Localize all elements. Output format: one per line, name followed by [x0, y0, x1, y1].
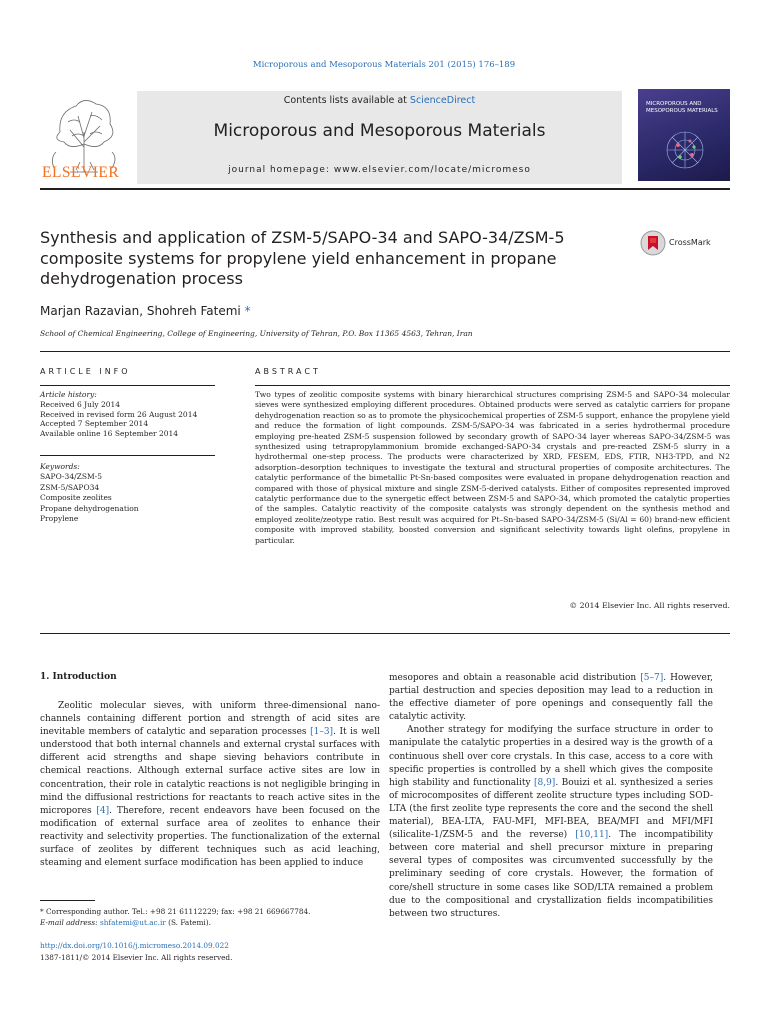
paragraph: [389, 672, 713, 724]
footnote: [40, 906, 380, 928]
paragraph: [389, 724, 713, 920]
keywords-rule: [40, 455, 215, 456]
header-rule: [40, 188, 730, 190]
email-link[interactable]: shfatemi@ut.ac.ir: [99, 918, 166, 927]
paragraph-text: . Bouizi et al. synthesized a series of microcomposites of different zeolite structure types including SOD-LTA (the first zeolite type represents the core and the second the shell material), BEA-LTA, FAU-MFI, MFI-BEA, BEA/MFI and MFI/MFI (silicalite-1/ZSM-5 and the reverse): [389, 777, 714, 841]
paragraph-text: mesopores and obtain a reasonable acid distribution: [389, 673, 641, 683]
author-names: Marjan Razavian, Shohreh Fatemi: [40, 304, 241, 318]
paragraph-text: Another strategy for modifying the surface structure in order to manipulate the catalytic properties in a desired way is the growth of a continuous shell over core crystals. In this case, access to a core with specific properties is controlled by a shell which gives the composite high stability and functionality: [389, 725, 713, 788]
homepage-link[interactable]: www.elsevier.com/locate/micromeso: [333, 165, 531, 175]
paragraph: [40, 700, 380, 870]
section-rule-top: [40, 351, 730, 352]
issn-copyright: 1387-1811/© 2014 Elsevier Inc. All rights reserved.: [40, 953, 233, 962]
keyword: SAPO-34/ZSM-5: [40, 472, 102, 482]
email-note: [40, 917, 380, 928]
article-info-heading: ARTICLE INFO: [40, 367, 131, 376]
journal-reference[interactable]: Microporous and Mesoporous Materials 201 (2015) 176–189: [252, 60, 516, 70]
email-suffix: (S. Fatemi).: [165, 918, 211, 927]
abstract-text: Two types of zeolitic composite systems with binary hierarchical structures comprising ZSM-5 and SAPO-34 molecular sieves were synthesized employing different procedures. Obtained products were served as catalytic carriers for propane dehydrogenation reaction so as to promote the physicochemical properties of ZSM-5 support, enhance the propylene yield and reduce the formation of light compounds. ZSM-5/SAPO-34 was fabricated in a series hydrothermal procedure employing pre-heated ZSM-5 suspension followed by secondary growth of SAPO-34 layer whereas SAPO-34/ZSM-5 was synthesized using tetrapropylammonium bromide exchanged-SAPO-34 crystals and pre-reacted ZSM-5 slurry in a hydrothermal one-step process. The products were characterized by XRD, FESEM, EDS, FTIR, NH3-TPD, and N2 adsorption–desorption techniques to investigate the textural and structural properties of composite architectures. The catalytic performance of the bimetallic Pt-Sn-based composites were evaluated in propane dehydrogenation reaction and compared with those of physical mixture and single ZSM-5-derived catalysts. Either of composites represented improved catalytic performance due to the synergetic effect between ZSM-5 and SAPO-34, which promoted the catalytic properties of the samples. Catalytic reactivity of the composite catalysts was strongly dependent on the synthesis method and employed zeolite/zeotype ratio. Best result was acquired for Pt–Sn-based SAPO-34/ZSM-5 (Si/Al = 60) brand-new efficient composite with improved stability, boosted conversion and significant selectivity towards light olefins, propylene in particular.: [255, 390, 730, 545]
crossmark-button[interactable]: [640, 230, 720, 260]
paragraph-text: Zeolitic molecular sieves, with uniform three-dimensional nano-channels containing different portion and strength of acid sites are inevitable members of catalytic and separation processes: [40, 701, 380, 738]
sciencedirect-link[interactable]: ScienceDirect: [409, 95, 476, 106]
crossmark-icon: [640, 230, 666, 256]
keyword: Propylene: [40, 514, 79, 524]
keyword: Composite zeolites: [40, 493, 112, 503]
citation-link[interactable]: [5–7]: [640, 673, 664, 683]
citation-link[interactable]: [8,9]: [533, 777, 556, 788]
abstract-rule: [255, 385, 730, 386]
history-label: Article history:: [40, 390, 97, 399]
body-left-column: [40, 700, 380, 870]
journal-banner: [137, 91, 622, 184]
history-item: Received 6 July 2014: [40, 399, 121, 409]
cover-title: MICROPOROUS AND MESOPOROUS MATERIALS: [646, 101, 718, 114]
abstract-heading: ABSTRACT: [255, 367, 321, 376]
author-list: [40, 304, 251, 318]
section-heading-introduction: 1. Introduction: [40, 672, 117, 682]
abstract-copyright: © 2014 Elsevier Inc. All rights reserved.: [569, 601, 730, 610]
title-line: dehydrogenation process: [40, 269, 243, 288]
article-info-rule: [40, 385, 215, 386]
keywords-label: Keywords:: [40, 462, 80, 471]
history-item: Received in revised form 26 August 2014: [40, 409, 198, 419]
keyword: Propane dehydrogenation: [40, 503, 139, 513]
contents-line: [137, 95, 622, 106]
keyword: ZSM-5/SAPO34: [40, 482, 100, 492]
footnote-rule: [40, 900, 95, 901]
crossmark-label: CrossMark: [669, 238, 711, 247]
journal-cover-thumbnail[interactable]: [638, 89, 730, 181]
paragraph-text: . Therefore, recent endeavors have been focused on the modification of external surface area of zeolites to enhance their reactivity and selectivity properties. The functionalization of the external surface of zeolites by different techniques such as acid leaching, steaming and element surface modification has been applied to induce: [40, 805, 380, 869]
paragraph-text: . It is well understood that both internal channels and external crystal surfaces with different acid strengths and shape sieving behaviors contribute in chemical reactions. Although external surface active sites are low in concentration, their role in catalytic reactions is not negligible bringing in mind the diffusional restrictions for reactants to reach active sites in the micropores: [40, 727, 380, 816]
article-title: [40, 228, 600, 290]
citation-link[interactable]: [1–3]: [310, 727, 334, 738]
history-item: Available online 16 September 2014: [40, 429, 179, 439]
body-right-column: [389, 672, 713, 921]
contents-prefix: Contents lists available at: [283, 95, 410, 106]
elsevier-wordmark: ELSEVIER: [42, 164, 120, 181]
email-label: E-mail address:: [40, 918, 100, 927]
paragraph-text: . However, partial destruction and species deposition may lead to a reduction in the effective diameter of pore openings and consequently fall the catalytic activity.: [389, 673, 713, 723]
history-item: Accepted 7 September 2014: [40, 419, 149, 429]
citation-link[interactable]: [10,11]: [575, 830, 609, 841]
citation-link[interactable]: [4]: [96, 805, 110, 816]
keywords: [40, 462, 220, 524]
article-history: [40, 390, 220, 439]
homepage-prefix: journal homepage:: [228, 165, 334, 175]
corresponding-author-note: * Corresponding author. Tel.: +98 21 61112229; fax: +98 21 669667784.: [40, 907, 311, 916]
journal-title: Microporous and Mesoporous Materials: [213, 121, 546, 141]
doi-link[interactable]: http://dx.doi.org/10.1016/j.micromeso.2014.09.022: [40, 941, 229, 950]
paragraph-text: . The incompatibility between core material and shell precursor mixture in preparing several types of composites was circumvented successfully by the preliminary seeding of core crystals. However, the formation of core/shell structure in some cases like SOD/LTA remained a problem due to the compositional and crystallization fields incompatibilities between two structures.: [389, 830, 713, 919]
title-line: Synthesis and application of ZSM-5/SAPO-34 and SAPO-34/ZSM-5: [40, 228, 565, 247]
corresponding-author-link[interactable]: *: [244, 304, 251, 318]
affiliation: School of Chemical Engineering, College of Engineering, University of Tehran, P.O. Box 11365 4563, Tehran, Iran: [40, 329, 473, 338]
title-line: composite systems for propylene yield enhancement in propane: [40, 248, 557, 268]
journal-homepage: [137, 165, 622, 175]
cover-structure-image: [648, 123, 722, 177]
section-rule-bottom: [40, 633, 730, 634]
